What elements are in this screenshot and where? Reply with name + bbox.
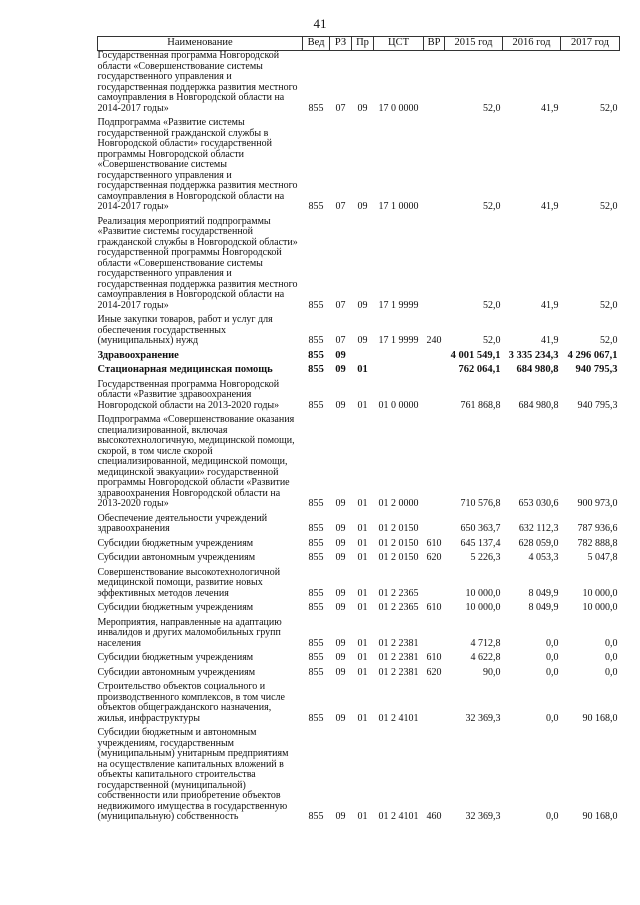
cell-ved: 855 [308, 364, 324, 375]
header-pr: Пр [352, 37, 374, 51]
cell-2016: 41,9 [541, 201, 559, 212]
cell-rz: 09 [335, 537, 346, 549]
cell-rz: 09 [335, 523, 346, 534]
cell-name: Мероприятия, направленные на адаптацию инвалидов и других маломобильных групп населения [97, 616, 282, 649]
cell-cst: 17 0 0000 [378, 102, 419, 114]
cell-cst: 17 1 9999 [378, 299, 419, 311]
cell-2015: 4 001 549,1 [450, 349, 501, 361]
cell-rz: 09 [335, 602, 346, 613]
cell-2017: 52,0 [600, 299, 618, 311]
cell-2017: 782 888,8 [577, 537, 618, 549]
table-row [98, 315, 620, 347]
cell-name: Совершенствование высокотехнологичной медицинской помощи, развитие новых эффективных методов лечения [97, 566, 281, 599]
cell-2016: 0,0 [546, 811, 559, 822]
cell-cst: 01 2 2381 [378, 652, 419, 663]
cell-rz: 09 [335, 587, 346, 599]
header-name: Наименование [98, 37, 303, 51]
cell-ved: 855 [308, 335, 324, 346]
cell-vr: 240 [426, 335, 442, 346]
cell-2017: 52,0 [600, 102, 618, 114]
cell-pr: 09 [357, 335, 368, 346]
table-row [98, 351, 620, 362]
header-cst: ЦСТ [374, 37, 424, 51]
cell-2015: 4 712,8 [470, 637, 501, 649]
cell-pr [352, 351, 374, 362]
cell-2015: 90,0 [483, 666, 501, 678]
cell-ved: 855 [308, 201, 324, 212]
table-body [98, 51, 620, 823]
cell-cst: 17 1 9999 [378, 335, 419, 346]
table-row [98, 380, 620, 412]
cell-2016: 3 335 234,3 [508, 349, 559, 361]
cell-2015: 32 369,3 [465, 811, 501, 822]
cell-ved: 855 [308, 666, 324, 678]
cell-2016: 0,0 [546, 666, 559, 678]
cell-ved: 855 [308, 537, 324, 549]
cell-ved: 855 [308, 523, 324, 534]
table-row [98, 668, 620, 679]
cell-2016: 628 059,0 [518, 537, 559, 549]
cell-cst: 01 0 0000 [378, 399, 419, 411]
cell-pr: 01 [357, 811, 368, 822]
cell-pr: 01 [357, 399, 368, 411]
cell-2017: 0,0 [605, 666, 618, 678]
table-row [98, 653, 620, 664]
cell-cst: 01 2 2381 [378, 666, 419, 678]
cell-vr: 610 [426, 602, 442, 613]
table-row [98, 365, 620, 376]
cell-cst [374, 351, 424, 362]
cell-2015: 5 226,3 [470, 552, 501, 563]
cell-2017: 52,0 [600, 201, 618, 212]
cell-pr: 01 [357, 602, 368, 613]
cell-cst: 01 2 2365 [378, 602, 419, 613]
cell-rz: 07 [335, 201, 346, 212]
cell-pr: 09 [357, 201, 368, 212]
cell-2016: 41,9 [541, 335, 559, 346]
cell-2015: 52,0 [483, 299, 501, 311]
cell-2017: 10 000,0 [582, 587, 618, 599]
cell-pr: 01 [357, 712, 368, 724]
header-2016: 2016 год [503, 37, 561, 51]
cell-2017: 940 795,3 [577, 399, 618, 411]
cell-2016: 8 049,9 [528, 602, 559, 613]
cell-name: Обеспечение деятельности учреждений здравоохранения [97, 512, 268, 534]
header-rz: РЗ [330, 37, 352, 51]
cell-2015: 4 622,8 [470, 652, 501, 663]
table-row [98, 217, 620, 312]
cell-pr: 01 [357, 523, 368, 534]
cell-rz: 09 [335, 666, 346, 678]
cell-ved: 855 [308, 399, 324, 411]
cell-vr [424, 380, 445, 412]
cell-ved: 855 [308, 498, 324, 509]
cell-2017: 0,0 [605, 637, 618, 649]
cell-pr: 01 [357, 637, 368, 649]
cell-2015: 52,0 [483, 201, 501, 212]
cell-vr: 610 [426, 652, 442, 663]
cell-cst: 01 2 0150 [378, 537, 419, 549]
cell-name: Субсидии бюджетным учреждениям [97, 602, 254, 613]
cell-name: Подпрограмма «Развитие системы государственной гражданской службы в Новгородской области» государственной программы Новгородской области «Совершенствование системы государственного управления и государственная поддержка развития местного самоуправления в Новгородской области на 2014-2017 годы» [97, 117, 298, 212]
cell-2016: 4 053,3 [528, 552, 559, 563]
cell-name: Здравоохранение [97, 349, 179, 361]
cell-vr [424, 514, 445, 535]
cell-2017: 0,0 [605, 652, 618, 663]
cell-cst: 01 2 4101 [378, 811, 419, 822]
cell-vr [424, 365, 445, 376]
cell-rz: 09 [335, 652, 346, 663]
table-row [98, 118, 620, 213]
cell-name: Субсидии автономным учреждениям [97, 552, 256, 563]
table-row [98, 618, 620, 650]
cell-ved: 855 [308, 811, 324, 822]
table-row [98, 51, 620, 115]
cell-2015: 762 064,1 [458, 364, 501, 375]
cell-2017: 10 000,0 [582, 602, 618, 613]
cell-rz: 09 [335, 399, 346, 411]
cell-2015: 710 576,8 [460, 498, 501, 509]
cell-vr [424, 118, 445, 213]
cell-2017: 900 973,0 [577, 498, 618, 509]
cell-2015: 645 137,4 [460, 537, 501, 549]
cell-ved: 855 [308, 587, 324, 599]
cell-rz: 07 [335, 335, 346, 346]
cell-pr: 09 [357, 102, 368, 114]
cell-name: Субсидии бюджетным и автономным учреждениям, государственным (муниципальным) унитарным предприятиям на осуществление капитальных вложений в объекты капитального строительства государственной (муниципальной) собственности или приобретение объектов недвижимого имущества в государственную (муниципальную) собственность [97, 727, 289, 822]
cell-ved: 855 [308, 602, 324, 613]
cell-2017: 5 047,8 [587, 552, 618, 563]
cell-2016: 41,9 [541, 102, 559, 114]
cell-vr: 610 [426, 537, 442, 549]
cell-2017: 787 936,6 [577, 523, 618, 534]
cell-vr: 620 [426, 666, 442, 678]
cell-pr: 01 [357, 552, 368, 563]
cell-rz: 09 [335, 498, 346, 509]
cell-2015: 52,0 [483, 335, 501, 346]
header-2017: 2017 год [561, 37, 620, 51]
cell-rz: 07 [335, 102, 346, 114]
cell-name: Субсидии автономным учреждениям [97, 666, 256, 678]
cell-vr: 460 [426, 811, 442, 822]
header-2015: 2015 год [445, 37, 503, 51]
cell-cst [374, 365, 424, 376]
cell-2016: 0,0 [546, 652, 559, 663]
cell-2016: 0,0 [546, 712, 559, 724]
table-row [98, 603, 620, 614]
cell-2017: 940 795,3 [575, 364, 618, 375]
cell-name: Реализация мероприятий подпрограммы «Развитие системы государственной гражданской службы в Новгородской области» государственной программы Новгородской области «Совершенствование системы государственного управления и государственная поддержка развития местного самоуправления в Новгородской области на 2014-2017 годы» [97, 215, 298, 311]
header-vr: ВР [424, 37, 445, 51]
cell-pr: 01 [357, 537, 368, 549]
table-row [98, 728, 620, 823]
cell-2017: 90 168,0 [582, 811, 618, 822]
cell-rz: 09 [335, 637, 346, 649]
cell-ved: 855 [308, 712, 324, 724]
budget-table [97, 36, 620, 823]
cell-2015: 650 363,7 [460, 523, 501, 534]
table-row [98, 568, 620, 600]
cell-vr [424, 415, 445, 510]
header-ved: Вед [303, 37, 330, 51]
cell-2016: 8 049,9 [528, 587, 559, 599]
table-row [98, 514, 620, 535]
cell-2015: 10 000,0 [465, 587, 501, 599]
cell-2017: 4 296 067,1 [567, 349, 618, 361]
cell-2016: 632 112,3 [518, 523, 559, 534]
cell-ved: 855 [308, 102, 324, 114]
page-number: 41 [313, 16, 327, 31]
cell-2016: 684 980,8 [518, 399, 559, 411]
cell-cst: 01 2 2365 [378, 587, 419, 599]
header-row [98, 37, 620, 51]
cell-ved: 855 [308, 652, 324, 663]
cell-name: Субсидии бюджетным учреждениям [97, 652, 254, 663]
cell-ved: 855 [308, 637, 324, 649]
cell-rz: 09 [335, 811, 346, 822]
cell-2015: 10 000,0 [465, 602, 501, 613]
cell-2016: 0,0 [546, 637, 559, 649]
cell-vr [424, 51, 445, 115]
cell-rz: 09 [335, 364, 346, 375]
cell-cst: 17 1 0000 [378, 201, 419, 212]
cell-ved: 855 [308, 299, 324, 311]
cell-2015: 52,0 [483, 102, 501, 114]
cell-vr [424, 351, 445, 362]
table-header [98, 37, 620, 51]
cell-name: Государственная программа Новгородской области «Совершенствование системы государственного управления и государственная поддержка развития местного самоуправления в Новгородской области на 2014-2017 годы» [97, 50, 298, 114]
cell-vr [424, 618, 445, 650]
cell-2017: 52,0 [600, 335, 618, 346]
cell-pr: 09 [357, 299, 368, 311]
cell-name: Государственная программа Новгородской области «Развитие здравоохранения Новгородской области на 2013-2020 годы» [97, 378, 280, 411]
cell-ved: 855 [308, 552, 324, 563]
cell-pr: 01 [357, 587, 368, 599]
cell-name: Подпрограмма «Совершенствование оказания специализированной, включая высокотехнологичную, медицинской помощи, скорой, в том числе скорой специализированной, медицинской помощи, медицинской эвакуации» государственной программы Новгородской области «Развитие здравоохранения Новгородской области на 2013-2020 годы» [97, 414, 295, 509]
cell-2016: 653 030,6 [518, 498, 559, 509]
cell-rz: 07 [335, 299, 346, 311]
cell-rz: 09 [335, 349, 346, 361]
cell-2017: 90 168,0 [582, 712, 618, 724]
cell-vr [424, 682, 445, 724]
cell-2016: 41,9 [541, 299, 559, 311]
table-row [98, 682, 620, 724]
cell-cst: 01 2 0150 [378, 523, 419, 534]
cell-cst: 01 2 0150 [378, 552, 419, 563]
cell-name: Стационарная медицинская помощь [97, 364, 273, 375]
cell-cst: 01 2 2381 [378, 637, 419, 649]
cell-2015: 32 369,3 [465, 712, 501, 724]
cell-pr: 01 [357, 666, 368, 678]
cell-vr [424, 217, 445, 312]
cell-2015: 761 868,8 [460, 399, 501, 411]
table-row [98, 539, 620, 550]
cell-vr [424, 568, 445, 600]
cell-rz: 09 [335, 712, 346, 724]
cell-rz: 09 [335, 552, 346, 563]
cell-name: Иные закупки товаров, работ и услуг для обеспечения государственных (муниципальных) нужд [97, 314, 273, 346]
cell-vr: 620 [426, 552, 442, 563]
cell-pr: 01 [357, 498, 368, 509]
cell-2016: 684 980,8 [516, 364, 559, 375]
table-row [98, 553, 620, 564]
cell-pr: 01 [357, 652, 368, 663]
cell-cst: 01 2 4101 [378, 712, 419, 724]
cell-name: Строительство объектов социального и производственного комплексов, в том числе объектов общегражданского назначения, жилья, инфраструктуры [97, 681, 285, 724]
cell-name: Субсидии бюджетным учреждениям [97, 537, 254, 549]
cell-cst: 01 2 0000 [378, 498, 419, 509]
cell-pr: 01 [357, 364, 368, 375]
table-row [98, 415, 620, 510]
cell-ved: 855 [308, 349, 324, 361]
